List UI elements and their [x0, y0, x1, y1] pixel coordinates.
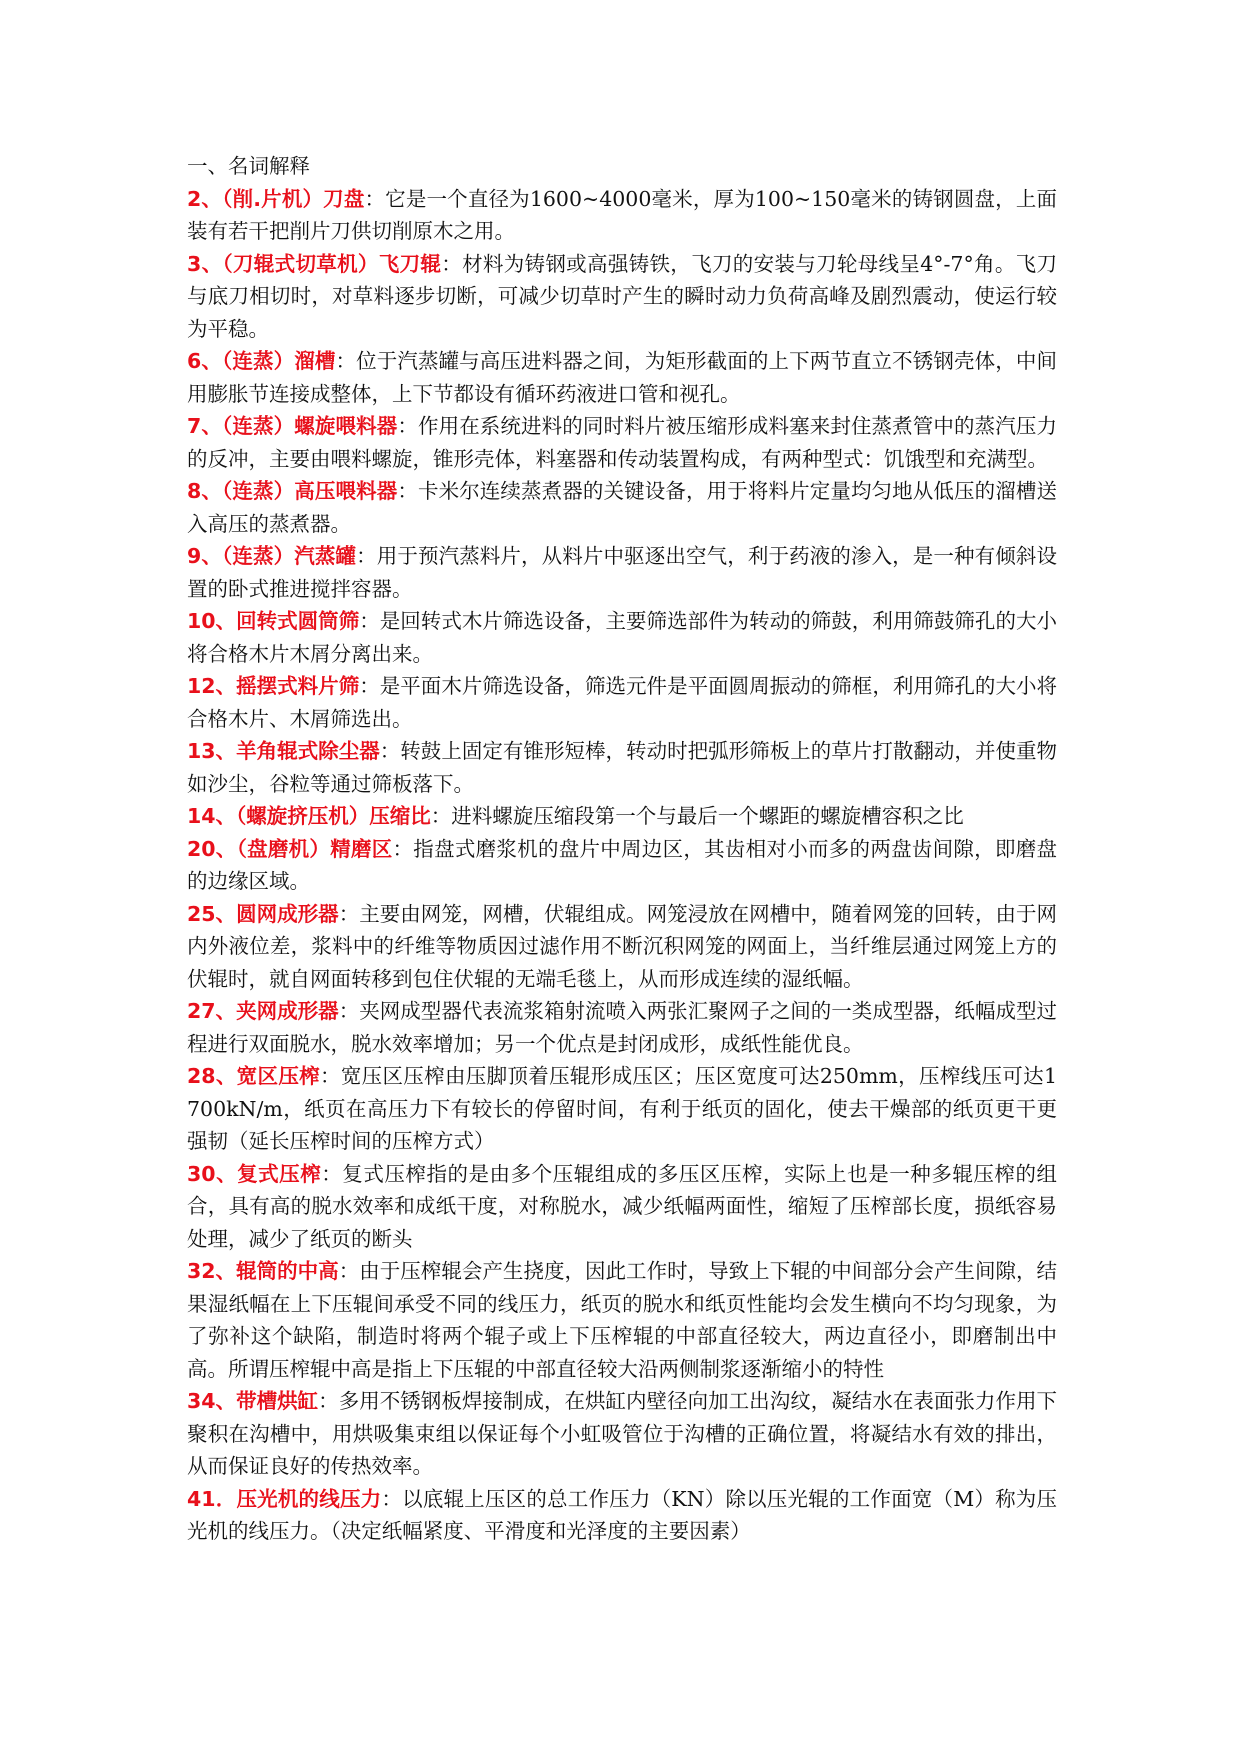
glossary-entry	[187, 1255, 1057, 1385]
glossary-term: 14、（螺旋挤压机）压缩比	[187, 804, 431, 828]
term-separator: ：	[338, 901, 360, 926]
glossary-term: 41．压光机的线压力	[187, 1486, 382, 1511]
glossary-definition: 复式压榨指的是由多个压辊组成的多压区压榨，实际上也是一种多辊压榨的组合，具有高的脱水效率和成纸干度，对称脱水，减少纸幅两面性，缩短了压榨部长度，损纸容易处理，减少了纸页的断头	[187, 1161, 1058, 1251]
glossary-term: 13、羊角辊式除尘器	[187, 739, 380, 763]
term-separator: ：	[318, 1389, 339, 1413]
term-separator: ：	[381, 1486, 403, 1511]
glossary-entry	[187, 1060, 1057, 1158]
glossary-definition: 指盘式磨浆机的盘片中周边区，其齿相对小而多的两盘齿间隙，即磨盘的边缘区域。	[187, 836, 1058, 893]
term-separator: ：	[359, 609, 380, 633]
glossary-definition: 夹网成型器代表流浆箱射流喷入两张汇聚网子之间的一类成型器，纸幅成型过程进行双面脱水，脱水效率增加；另一个优点是封闭成形，成纸性能优良。	[187, 999, 1058, 1056]
glossary-definition: 以底辊上压区的总工作压力（KN）除以压光辊的工作面宽（M）称为压光机的线压力。（决定纸幅紧度、平滑度和光泽度的主要因素）	[187, 1486, 1058, 1543]
glossary-term: 30、复式压榨	[187, 1161, 322, 1186]
glossary-entry	[187, 670, 1057, 735]
glossary-entry	[187, 410, 1057, 475]
glossary-definition: 转鼓上固定有锥形短棒，转动时把弧形筛板上的草片打散翻动，并使重物如沙尘，谷粒等通过筛板落下。	[187, 739, 1058, 796]
glossary-definition: 卡米尔连续蒸煮器的关键设备，用于将料片定量均匀地从低压的溜槽送入高压的蒸煮器。	[187, 479, 1058, 536]
glossary-term: 28、宽区压榨	[187, 1064, 320, 1088]
glossary-entry	[187, 833, 1057, 898]
term-separator: ：	[335, 349, 357, 373]
glossary-term: 7、（连蒸）螺旋喂料器	[187, 414, 398, 438]
document-page	[187, 150, 1057, 1548]
glossary-term: 12、摇摆式料片筛	[187, 674, 360, 698]
glossary-term: 2、（削.片机）刀盘	[187, 186, 365, 211]
term-separator: ：	[338, 1259, 360, 1283]
glossary-term: 9、（连蒸）汽蒸罐	[187, 544, 357, 568]
glossary-definition: 用于预汽蒸料片，从料片中驱逐出空气，利于药液的渗入，是一种有倾斜设置的卧式推进搅拌容器。	[187, 544, 1058, 601]
glossary-entry	[187, 345, 1057, 410]
glossary-term: 34、带槽烘缸	[187, 1389, 319, 1413]
glossary-entry	[187, 605, 1057, 670]
term-separator: ：	[356, 544, 377, 568]
term-separator: ：	[359, 674, 380, 698]
glossary-term: 3、（刀辊式切草机）飞刀辊	[187, 251, 442, 276]
glossary-entry	[187, 540, 1057, 605]
glossary-entry	[187, 1483, 1057, 1548]
glossary-definition: 材料为铸钢或高强铸铁，飞刀的安装与刀轮母线呈4°-7°角。飞刀与底刀相切时，对草料逐步切断，可减少切草时产生的瞬时动力负荷高峰及剧烈震动，使运行较为平稳。	[187, 251, 1058, 341]
term-separator: ：	[321, 1161, 343, 1186]
glossary-definition: 是平面木片筛选设备，筛选元件是平面圆周振动的筛框，利用筛孔的大小将合格木片、木屑筛选出。	[187, 674, 1058, 731]
term-separator: ：	[397, 414, 418, 438]
glossary-term: 27、夹网成形器	[187, 999, 339, 1023]
term-separator: ：	[397, 479, 418, 503]
term-separator: ：	[441, 251, 463, 276]
glossary-entry	[187, 183, 1057, 248]
term-separator: ：	[392, 836, 414, 861]
glossary-definition: 是回转式木片筛选设备，主要筛选部件为转动的筛鼓，利用筛鼓筛孔的大小将合格木片木屑分离出来。	[187, 609, 1058, 666]
term-separator: ：	[430, 804, 452, 828]
glossary-definition: 由于压榨辊会产生挠度，因此工作时，导致上下辊的中间部分会产生间隙，结果湿纸幅在上下压辊间承受不同的线压力，纸页的脱水和纸页性能均会发生横向不均匀现象，为了弥补这个缺陷，制造时将两个辊子或上下压榨辊的中部直径较大，两边直径小，即磨制出中高。所谓压榨辊中高是指上下压辊的中部直径较大沿两侧制浆逐渐缩小的特性	[187, 1259, 1058, 1381]
glossary-term: 10、回转式圆筒筛	[187, 609, 360, 633]
term-separator: ：	[338, 999, 360, 1023]
glossary-list	[187, 183, 1057, 1548]
glossary-entry	[187, 248, 1057, 346]
glossary-entry	[187, 800, 1057, 833]
glossary-term: 8、（连蒸）高压喂料器	[187, 479, 398, 503]
glossary-term: 20、（盘磨机）精磨区	[187, 836, 393, 861]
glossary-term: 6、（连蒸）溜槽	[187, 349, 336, 373]
glossary-definition: 位于汽蒸罐与高压进料器之间，为矩形截面的上下两节直立不锈钢壳体，中间用膨胀节连接成整体，上下节都设有循环药液进口管和视孔。	[187, 349, 1058, 406]
glossary-definition: 作用在系统进料的同时料片被压缩形成料塞来封住蒸煮管中的蒸汽压力的反冲，主要由喂料螺旋，锥形壳体，料塞器和传动装置构成，有两种型式：饥饿型和充满型。	[187, 414, 1058, 471]
glossary-definition: 它是一个直径为1600~4000毫米，厚为100~150毫米的铸钢圆盘，上面装有若干把削片刀供切削原木之用。	[187, 186, 1058, 243]
glossary-term: 25、圆网成形器	[187, 901, 339, 926]
glossary-entry	[187, 475, 1057, 540]
glossary-entry	[187, 1385, 1057, 1483]
section-title: 一、名词解释	[187, 154, 310, 178]
term-separator: ：	[364, 186, 386, 211]
term-separator: ：	[320, 1064, 341, 1088]
glossary-entry	[187, 1158, 1057, 1256]
glossary-definition: 主要由网笼，网槽，伏辊组成。网笼浸放在网槽中，随着网笼的回转，由于网内外液位差，浆料中的纤维等物质因过滤作用不断沉积网笼的网面上，当纤维层通过网笼上方的伏辊时，就自网面转移到包住伏辊的无端毛毯上，从而形成连续的湿纸幅。	[187, 901, 1058, 991]
glossary-entry	[187, 735, 1057, 800]
term-separator: ：	[379, 739, 401, 763]
glossary-term: 32、辊筒的中高	[187, 1259, 339, 1283]
glossary-entry	[187, 898, 1057, 996]
glossary-definition: 多用不锈钢板焊接制成，在烘缸内壁径向加工出沟纹，凝结水在表面张力作用下聚积在沟槽中，用烘吸集束组以保证每个小虹吸管位于沟槽的正确位置，将凝结水有效的排出，从而保证良好的传热效率。	[187, 1389, 1058, 1478]
glossary-definition: 进料螺旋压缩段第一个与最后一个螺距的螺旋槽容积之比	[451, 804, 964, 828]
glossary-definition: 宽压区压榨由压脚顶着压辊形成压区；压区宽度可达250mm，压榨线压可达1700kN/m，纸页在高压力下有较长的停留时间，有利于纸页的固化，使去干燥部的纸页更干更强韧（延长压榨时间的压榨方式）	[187, 1064, 1057, 1153]
glossary-entry	[187, 995, 1057, 1060]
